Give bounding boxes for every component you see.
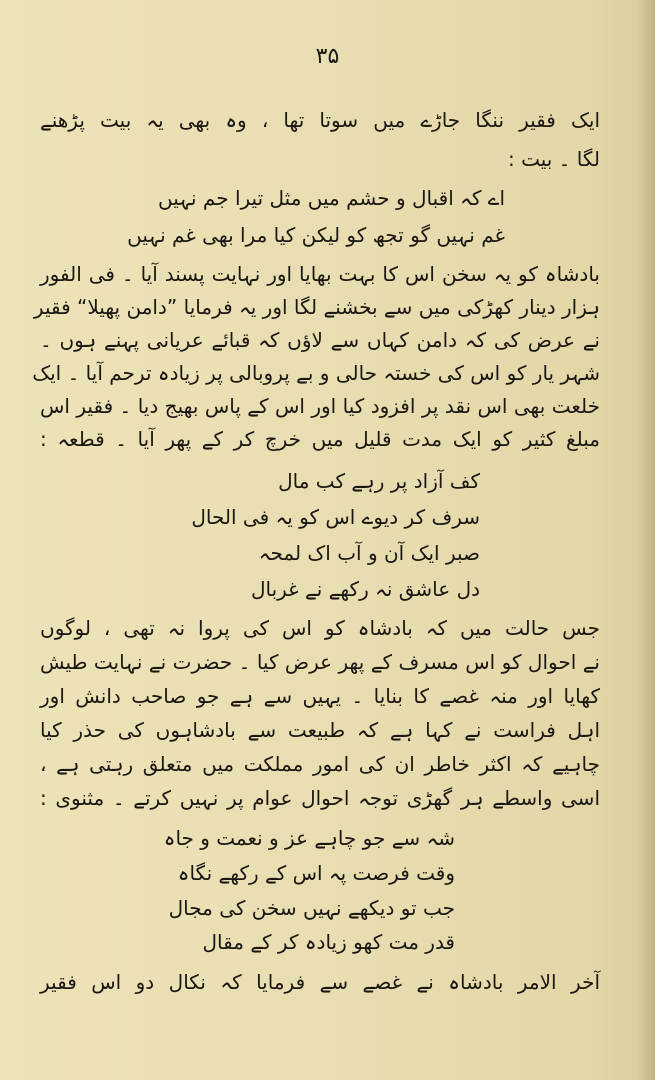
text-line: اہل فراست نے کہا ہے کہ طبیعت سے بادشاہوں کی حذر کیا xyxy=(40,718,600,742)
verse-line: صبر ایک آن و آب اک لمحہ xyxy=(258,541,480,565)
text-line: مبلغ کثیر کو ایک مدت قلیل میں خرچ کر کے پھر آیا ۔ قطعہ : xyxy=(40,427,600,451)
text-line: آخر الامر بادشاہ نے غصے سے فرمایا کہ نکال دو اس فقیر xyxy=(40,970,600,994)
verse-line: کف آزاد پر رہے کب مال xyxy=(278,469,480,493)
verse-line: شہ سے جو چاہے عز و نعمت و جاہ xyxy=(163,826,455,850)
verse-line: جب تو دیکھے نہیں سخن کی مجال xyxy=(168,896,455,920)
page-edge-shadow xyxy=(637,0,655,1080)
text-line: نے احوال کو اس مسرف کے پھر عرض کیا ۔ حضرت نے نہایت طیش xyxy=(40,650,600,674)
verse-line: اے کہ اقبال و حشم میں مثل تیرا جم نہیں xyxy=(158,186,505,210)
text-line: لگا ۔ بیت : xyxy=(507,147,600,171)
text-line: نے عرض کی کہ دامن کہاں سے لاؤں کہ قبائے عریانی پہنے ہوں ۔ xyxy=(40,328,600,352)
text-line: ایک فقیر ننگا جاڑے میں سوتا تھا ، وہ بھی یہ بیت پڑھنے xyxy=(40,108,600,132)
text-line: چاہیے کہ اکثر خاطر ان کی امور مملکت میں متعلق رہتی ہے ، xyxy=(40,752,600,776)
text-line: شہر یار کو اس کی خستہ حالی و بے پروبالی پر زیادہ ترحم آیا ۔ ایک xyxy=(32,361,600,385)
page-number: ۳۵ xyxy=(315,44,340,69)
text-line: بادشاہ کو یہ سخن اس کا بہت بھایا اور نہایت پسند آیا ۔ فی الفور xyxy=(40,262,600,286)
text-line: جس حالت میں کہ بادشاہ کو اس کی پروا نہ تھی ، لوگوں xyxy=(40,616,600,640)
verse-line: سرف کر دیوے اس کو یہ فی الحال xyxy=(191,505,480,529)
text-line: ہزار دینار کھڑکی میں سے بخشنے لگا اور یہ فرمایا ”دامن پھیلا“ فقیر xyxy=(33,295,600,319)
text-line: اسی واسطے ہر گھڑی توجہ احوال عوام پر نہیں کرتے ۔ مثنوی : xyxy=(40,786,600,810)
verse-line: غم نہیں گو تجھ کو لیکن کیا مرا بھی غم نہیں xyxy=(127,223,505,247)
text-line: خلعت بھی اس نقد پر افزود کیا اور اس کے پاس بھیج دیا ۔ فقیر اس xyxy=(40,394,600,418)
text-line: کھایا اور منہ غصے کا بنایا ۔ یہیں سے ہے جو صاحب دانش اور xyxy=(40,684,600,708)
verse-line: دل عاشق نہ رکھے نے غربال xyxy=(250,577,480,601)
verse-line: قدر مت کھو زیادہ کر کے مقال xyxy=(202,930,455,954)
verse-line: وقت فرصت پہ اس کے رکھے نگاہ xyxy=(177,861,455,885)
